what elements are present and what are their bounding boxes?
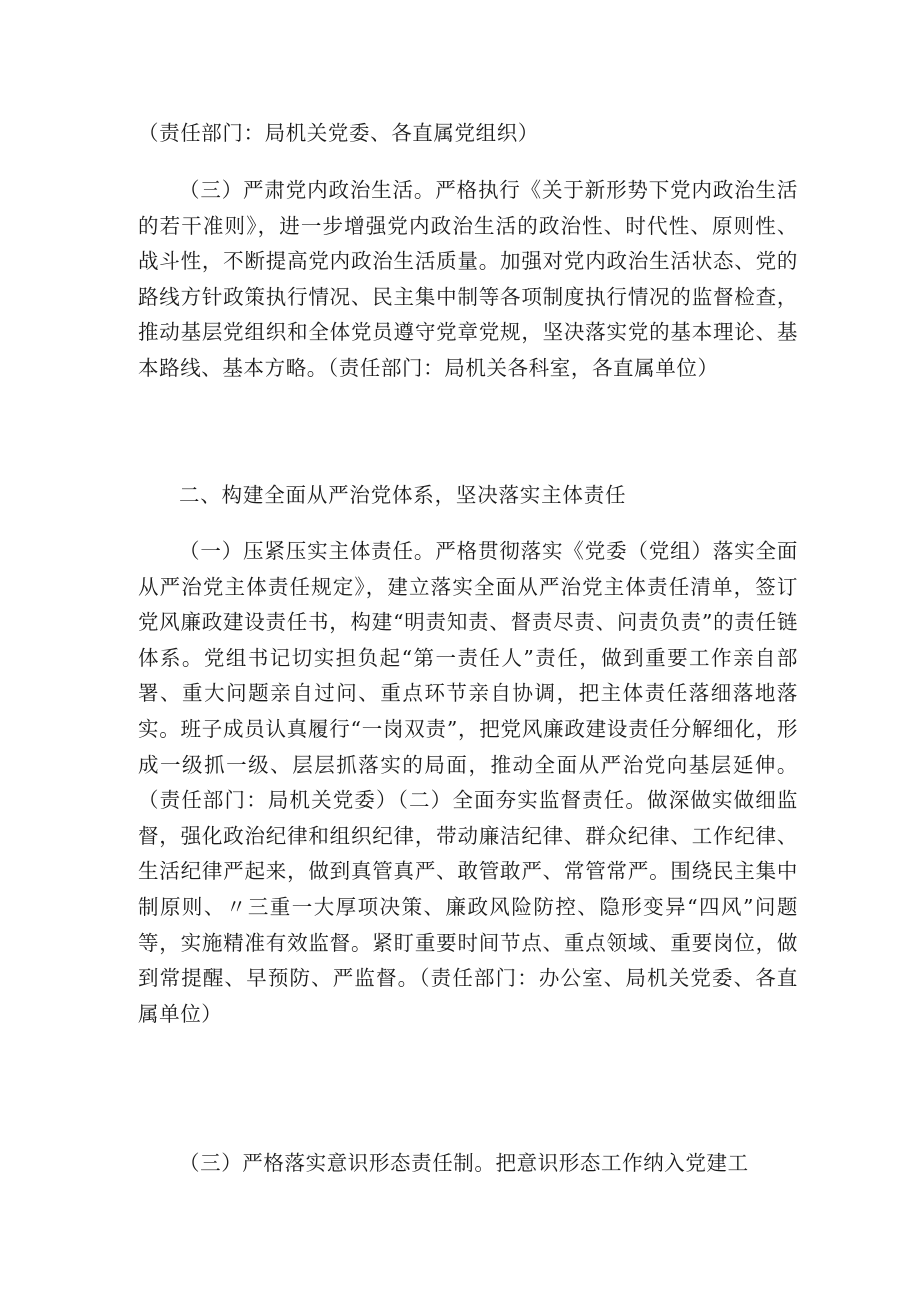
paragraph-responsible-dept: （责任部门：局机关党委、各直属党组织） — [138, 121, 539, 145]
section-heading-2: 二、构建全面从严治党体系，坚决落实主体责任 — [179, 483, 627, 507]
paragraph-section-3-ideology: （三）严格落实意识形态责任制。把意识形态工作纳入党建工 — [179, 1151, 749, 1175]
paragraph-section-1-main-responsibility: （一）压紧压实主体责任。严格贯彻落实《党委（党组）落实全面从严治党主体责任规定》，建立落实全面从严治党主体责任清单，签订党风廉政建设责任书，构建“明责知责、督责尽责、问责负责”的责任链体系。党组书记切实担负起“第一责任人”责任，做到重要工作亲自部署、重大问题亲自过问、重点环节亲自协调，把主体责任落细落地落实。班子成员认真履行“一岗双责”，把党风廉政建设责任分解细化，形成一级抓一级、层层抓落实的局面，推动全面从严治党向基层延伸。（责任部门：局机关党委）（二）全面夯实监督责任。做深做实做细监督，强化政治纪律和组织纪律，带动廉洁纪律、群众纪律、工作纪律、生活纪律严起来，做到真管真严、敢管敢严、常管常严。围绕民主集中制原则、〃三重一大厚项决策、廉政风险防控、隐形变异“四风”问题等，实施精准有效监督。紧盯重要时间节点、重点领域、重要岗位，做到常提醒、早预防、严监督。（责任部门：办公室、局机关党委、各直属单位） — [138, 539, 798, 1026]
paragraph-section-3-political-life: （三）严肃党内政治生活。严格执行《关于新形势下党内政治生活的若干准则》，进一步增强党内政治生活的政治性、时代性、原则性、战斗性，不断提高党内政治生活质量。加强对党内政治生活状态、党的路线方针政策执行情况、民主集中制等各项制度执行情况的监督检查，推动基层党组织和全体党员遵守党章党规，坚决落实党的基本理论、基本路线、基本方略。（责任部门：局机关各科室，各直属单位） — [138, 178, 798, 380]
